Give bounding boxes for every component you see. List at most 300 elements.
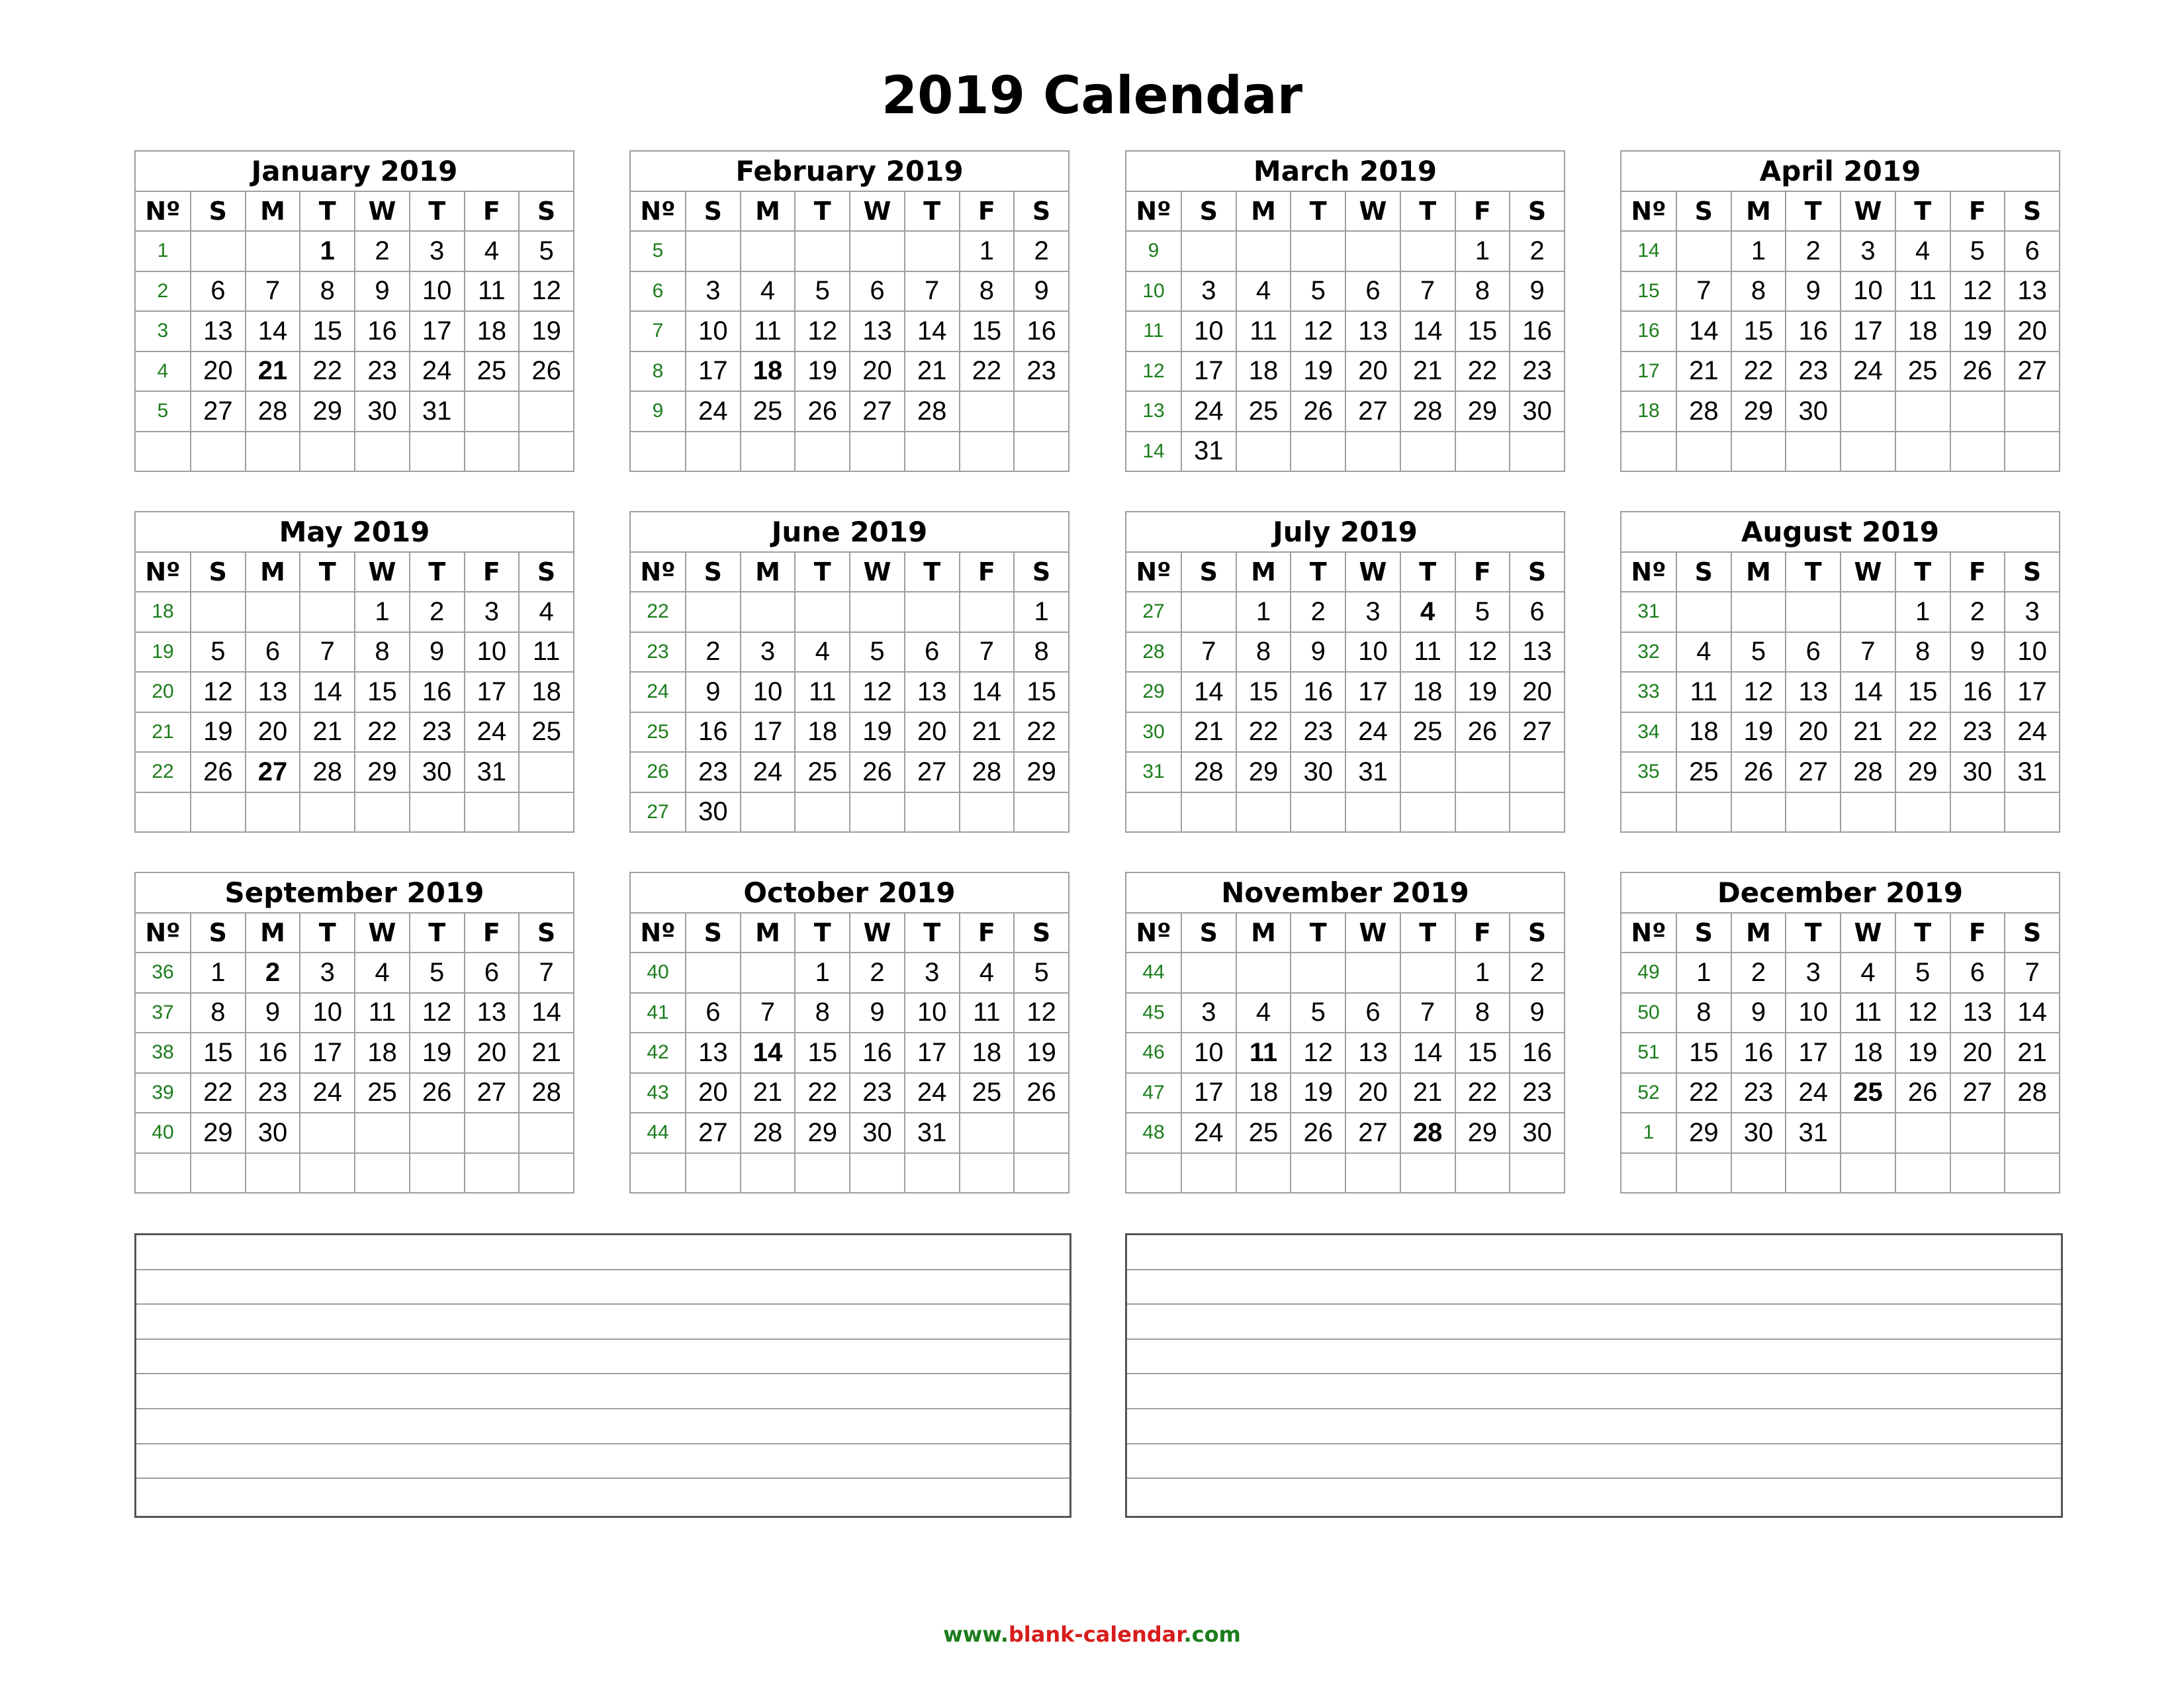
day-cell: 9	[410, 632, 465, 673]
day-cell: 9	[1510, 993, 1565, 1033]
day-cell: 26	[1291, 391, 1345, 432]
day-cell: 21	[1181, 712, 1236, 753]
day-cell: 23	[246, 1073, 300, 1113]
day-cell: 3	[741, 632, 796, 673]
day-cell: 6	[850, 271, 905, 312]
empty-cell	[246, 432, 300, 472]
weekday-header: F	[1455, 913, 1510, 953]
day-cell: 12	[519, 271, 574, 312]
week-number	[135, 432, 191, 472]
empty-cell	[1181, 953, 1236, 993]
empty-cell	[1014, 391, 1069, 432]
empty-cell	[1014, 1153, 1069, 1194]
day-cell: 24	[1786, 1073, 1841, 1113]
empty-cell	[1950, 391, 2005, 432]
empty-cell	[795, 792, 850, 833]
footer-website[interactable]	[0, 1622, 2184, 1647]
empty-cell	[850, 231, 905, 271]
note-line[interactable]	[1127, 1409, 2061, 1444]
day-cell: 26	[191, 752, 246, 792]
empty-cell	[686, 592, 741, 632]
day-cell: 3	[300, 953, 355, 993]
day-cell: 8	[1014, 632, 1069, 673]
day-cell: 5	[1731, 632, 1786, 673]
empty-cell	[246, 1153, 300, 1194]
week-number: 22	[630, 592, 686, 632]
empty-cell	[1950, 1113, 2005, 1153]
day-cell: 6	[2005, 231, 2060, 271]
empty-cell	[1291, 1153, 1345, 1194]
day-cell: 7	[960, 632, 1015, 673]
month-calendar	[629, 150, 1069, 472]
day-cell: 8	[960, 271, 1015, 312]
day-cell: 23	[850, 1073, 905, 1113]
day-cell: 9	[1291, 632, 1345, 673]
empty-cell	[1895, 1113, 1950, 1153]
week-number: 40	[135, 1113, 191, 1153]
day-cell: 3	[465, 592, 520, 632]
empty-cell	[410, 1153, 465, 1194]
day-cell: 6	[1786, 632, 1841, 673]
month-title: June 2019	[630, 512, 1069, 552]
weekday-header: T	[1895, 191, 1950, 232]
week-number: 24	[630, 672, 686, 712]
day-cell: 10	[465, 632, 520, 673]
note-line[interactable]	[1127, 1235, 2061, 1270]
weekday-header: T	[1895, 913, 1950, 953]
day-cell: 14	[1400, 1033, 1455, 1073]
month-calendar	[1125, 511, 1565, 833]
day-cell: 2	[1014, 231, 1069, 271]
day-cell: 17	[1841, 311, 1895, 352]
empty-cell	[686, 953, 741, 993]
day-cell: 7	[1841, 632, 1895, 673]
day-cell: 23	[355, 352, 410, 392]
empty-cell	[1400, 752, 1455, 792]
day-cell: 6	[905, 632, 960, 673]
empty-cell	[1181, 792, 1236, 833]
week-number: 37	[135, 993, 191, 1033]
day-cell: 15	[795, 1033, 850, 1073]
day-cell: 2	[1510, 231, 1565, 271]
day-cell: 26	[1731, 752, 1786, 792]
day-cell: 19	[1291, 1073, 1345, 1113]
day-cell: 17	[905, 1033, 960, 1073]
day-cell: 12	[1731, 672, 1786, 712]
empty-cell	[1950, 792, 2005, 833]
empty-cell	[1895, 1153, 1950, 1194]
week-number: 10	[1126, 271, 1181, 312]
day-cell: 14	[741, 1033, 796, 1073]
week-number: 31	[1621, 592, 1676, 632]
weekday-header: S	[2005, 191, 2060, 232]
day-cell: 30	[1731, 1113, 1786, 1153]
note-line[interactable]	[1127, 1340, 2061, 1375]
day-cell: 29	[795, 1113, 850, 1153]
empty-cell	[519, 391, 574, 432]
empty-cell	[519, 792, 574, 833]
empty-cell	[465, 1113, 520, 1153]
empty-cell	[465, 1153, 520, 1194]
week-number-header: Nº	[630, 552, 686, 592]
day-cell: 20	[1786, 712, 1841, 753]
empty-cell	[246, 792, 300, 833]
empty-cell	[1345, 1153, 1400, 1194]
empty-cell	[1236, 792, 1291, 833]
day-cell: 23	[1291, 712, 1345, 753]
day-cell: 19	[1455, 672, 1510, 712]
day-cell: 29	[1014, 752, 1069, 792]
weekday-header: M	[741, 191, 796, 232]
day-cell: 31	[465, 752, 520, 792]
day-cell: 19	[1731, 712, 1786, 753]
weekday-header: M	[1731, 191, 1786, 232]
week-number: 17	[1621, 352, 1676, 392]
day-cell: 14	[960, 672, 1015, 712]
empty-cell	[355, 1153, 410, 1194]
empty-cell	[465, 432, 520, 472]
day-cell: 11	[1676, 672, 1731, 712]
week-number-header: Nº	[135, 913, 191, 953]
empty-cell	[1236, 1153, 1291, 1194]
month-calendar	[134, 150, 574, 472]
weekday-header: T	[410, 191, 465, 232]
day-cell: 4	[960, 953, 1015, 993]
weekday-header: W	[850, 191, 905, 232]
week-number	[135, 1153, 191, 1194]
day-cell: 14	[519, 993, 574, 1033]
week-number: 44	[630, 1113, 686, 1153]
day-cell: 13	[246, 672, 300, 712]
day-cell: 17	[410, 311, 465, 352]
week-number	[1621, 432, 1676, 472]
week-number	[1621, 1153, 1676, 1194]
week-number	[630, 432, 686, 472]
day-cell: 18	[465, 311, 520, 352]
day-cell: 28	[905, 391, 960, 432]
day-cell: 28	[2005, 1073, 2060, 1113]
day-cell: 23	[1014, 352, 1069, 392]
empty-cell	[741, 1153, 796, 1194]
empty-cell	[1455, 792, 1510, 833]
note-line[interactable]	[136, 1270, 1069, 1305]
day-cell: 7	[1400, 271, 1455, 312]
week-number: 9	[630, 391, 686, 432]
day-cell: 30	[1786, 391, 1841, 432]
empty-cell	[1676, 231, 1731, 271]
day-cell: 24	[465, 712, 520, 753]
weekday-header: T	[1400, 552, 1455, 592]
day-cell: 24	[741, 752, 796, 792]
day-cell: 22	[1676, 1073, 1731, 1113]
day-cell: 4	[1400, 592, 1455, 632]
day-cell: 3	[905, 953, 960, 993]
day-cell: 10	[1786, 993, 1841, 1033]
day-cell: 30	[1510, 391, 1565, 432]
weekday-header: S	[2005, 552, 2060, 592]
empty-cell	[519, 1153, 574, 1194]
day-cell: 9	[686, 672, 741, 712]
day-cell: 27	[850, 391, 905, 432]
day-cell: 12	[191, 672, 246, 712]
empty-cell	[465, 391, 520, 432]
note-line[interactable]	[1127, 1305, 2061, 1340]
day-cell: 2	[246, 953, 300, 993]
day-cell: 28	[1400, 1113, 1455, 1153]
day-cell: 14	[300, 672, 355, 712]
day-cell: 14	[1676, 311, 1731, 352]
day-cell: 11	[1236, 1033, 1291, 1073]
empty-cell	[300, 592, 355, 632]
note-line[interactable]	[136, 1235, 1069, 1270]
day-cell: 22	[1895, 712, 1950, 753]
weekday-header: S	[686, 191, 741, 232]
week-number-header: Nº	[1621, 552, 1676, 592]
empty-cell	[191, 231, 246, 271]
day-cell: 1	[1676, 953, 1731, 993]
week-number: 1	[1621, 1113, 1676, 1153]
weekday-header: S	[191, 552, 246, 592]
month-title: December 2019	[1621, 872, 2060, 913]
empty-cell	[795, 231, 850, 271]
week-number: 47	[1126, 1073, 1181, 1113]
day-cell: 16	[1291, 672, 1345, 712]
day-cell: 1	[1895, 592, 1950, 632]
day-cell: 27	[465, 1073, 520, 1113]
week-number	[1126, 792, 1181, 833]
week-number-header: Nº	[135, 191, 191, 232]
empty-cell	[686, 1153, 741, 1194]
empty-cell	[1676, 1153, 1731, 1194]
day-cell: 16	[1950, 672, 2005, 712]
empty-cell	[246, 231, 300, 271]
day-cell: 20	[465, 1033, 520, 1073]
weekday-header: S	[1014, 191, 1069, 232]
note-line[interactable]	[136, 1340, 1069, 1375]
week-number: 27	[630, 792, 686, 833]
day-cell: 3	[1181, 993, 1236, 1033]
week-number: 28	[1126, 632, 1181, 673]
note-line[interactable]	[1127, 1479, 2061, 1514]
day-cell: 23	[1786, 352, 1841, 392]
day-cell: 7	[246, 271, 300, 312]
notes-box-left	[134, 1233, 1071, 1518]
day-cell: 10	[1181, 311, 1236, 352]
day-cell: 23	[1510, 352, 1565, 392]
weekday-header: T	[795, 191, 850, 232]
empty-cell	[1345, 792, 1400, 833]
week-number: 45	[1126, 993, 1181, 1033]
day-cell: 13	[1510, 632, 1565, 673]
week-number-header: Nº	[630, 913, 686, 953]
week-number: 8	[630, 352, 686, 392]
day-cell: 24	[905, 1073, 960, 1113]
week-number: 51	[1621, 1033, 1676, 1073]
day-cell: 10	[741, 672, 796, 712]
day-cell: 7	[741, 993, 796, 1033]
week-number-header: Nº	[1126, 913, 1181, 953]
note-line[interactable]	[136, 1444, 1069, 1479]
day-cell: 3	[1181, 271, 1236, 312]
weekday-header: S	[191, 913, 246, 953]
empty-cell	[1455, 432, 1510, 472]
day-cell: 24	[2005, 712, 2060, 753]
day-cell: 21	[519, 1033, 574, 1073]
empty-cell	[850, 792, 905, 833]
weekday-header: S	[1181, 913, 1236, 953]
empty-cell	[1400, 1153, 1455, 1194]
note-line[interactable]	[136, 1409, 1069, 1444]
week-number: 26	[630, 752, 686, 792]
day-cell: 4	[519, 592, 574, 632]
day-cell: 4	[355, 953, 410, 993]
empty-cell	[1786, 1153, 1841, 1194]
empty-cell	[2005, 792, 2060, 833]
day-cell: 27	[191, 391, 246, 432]
month-title: July 2019	[1126, 512, 1565, 552]
day-cell: 1	[960, 231, 1015, 271]
day-cell: 14	[1841, 672, 1895, 712]
empty-cell	[300, 1153, 355, 1194]
week-number: 41	[630, 993, 686, 1033]
day-cell: 25	[519, 712, 574, 753]
weekday-header: S	[1014, 913, 1069, 953]
week-number: 5	[135, 391, 191, 432]
day-cell: 11	[1895, 271, 1950, 312]
month-title: April 2019	[1621, 151, 2060, 191]
empty-cell	[1014, 1113, 1069, 1153]
day-cell: 15	[300, 311, 355, 352]
week-number: 7	[630, 311, 686, 352]
week-number: 3	[135, 311, 191, 352]
day-cell: 22	[300, 352, 355, 392]
note-line[interactable]	[1127, 1374, 2061, 1409]
empty-cell	[960, 391, 1015, 432]
day-cell: 13	[1950, 993, 2005, 1033]
empty-cell	[1510, 1153, 1565, 1194]
weekday-header: W	[1345, 552, 1400, 592]
day-cell: 30	[246, 1113, 300, 1153]
month-calendar	[1620, 872, 2060, 1194]
empty-cell	[1400, 432, 1455, 472]
week-number: 22	[135, 752, 191, 792]
empty-cell	[2005, 1113, 2060, 1153]
day-cell: 20	[686, 1073, 741, 1113]
day-cell: 26	[795, 391, 850, 432]
empty-cell	[2005, 432, 2060, 472]
day-cell: 9	[1510, 271, 1565, 312]
note-line[interactable]	[136, 1479, 1069, 1514]
week-number: 52	[1621, 1073, 1676, 1113]
day-cell: 25	[1841, 1073, 1895, 1113]
weekday-header: M	[246, 191, 300, 232]
day-cell: 3	[686, 271, 741, 312]
empty-cell	[1786, 792, 1841, 833]
day-cell: 8	[191, 993, 246, 1033]
day-cell: 15	[1014, 672, 1069, 712]
weekday-header: W	[1841, 552, 1895, 592]
month-title: February 2019	[630, 151, 1069, 191]
week-number	[630, 1153, 686, 1194]
day-cell: 23	[1510, 1073, 1565, 1113]
day-cell: 17	[2005, 672, 2060, 712]
week-number-header: Nº	[1621, 191, 1676, 232]
day-cell: 29	[1676, 1113, 1731, 1153]
empty-cell	[1731, 432, 1786, 472]
day-cell: 11	[465, 271, 520, 312]
weekday-header: T	[300, 191, 355, 232]
empty-cell	[519, 432, 574, 472]
day-cell: 30	[1950, 752, 2005, 792]
day-cell: 1	[1455, 953, 1510, 993]
day-cell: 2	[355, 231, 410, 271]
empty-cell	[191, 792, 246, 833]
day-cell: 19	[519, 311, 574, 352]
day-cell: 22	[795, 1073, 850, 1113]
day-cell: 23	[1731, 1073, 1786, 1113]
month-calendar	[1620, 150, 2060, 472]
day-cell: 21	[1841, 712, 1895, 753]
day-cell: 2	[410, 592, 465, 632]
weekday-header: S	[1676, 913, 1731, 953]
day-cell: 20	[246, 712, 300, 753]
empty-cell	[1731, 792, 1786, 833]
day-cell: 20	[905, 712, 960, 753]
day-cell: 4	[1841, 953, 1895, 993]
day-cell: 27	[1950, 1073, 2005, 1113]
footer-tld: .com	[1183, 1622, 1241, 1647]
month-calendar	[1125, 872, 1565, 1194]
note-line[interactable]	[1127, 1270, 2061, 1305]
month-calendar	[134, 872, 574, 1194]
empty-cell	[905, 231, 960, 271]
day-cell: 18	[519, 672, 574, 712]
day-cell: 30	[410, 752, 465, 792]
weekday-header: W	[355, 552, 410, 592]
day-cell: 17	[465, 672, 520, 712]
empty-cell	[905, 1153, 960, 1194]
week-number: 19	[135, 632, 191, 673]
day-cell: 6	[1510, 592, 1565, 632]
note-line[interactable]	[136, 1374, 1069, 1409]
day-cell: 6	[1345, 993, 1400, 1033]
day-cell: 29	[1236, 752, 1291, 792]
day-cell: 19	[1895, 1033, 1950, 1073]
note-line[interactable]	[1127, 1444, 2061, 1479]
weekday-header: W	[850, 552, 905, 592]
day-cell: 2	[850, 953, 905, 993]
day-cell: 11	[1400, 632, 1455, 673]
day-cell: 5	[519, 231, 574, 271]
empty-cell	[2005, 391, 2060, 432]
weekday-header: S	[519, 191, 574, 232]
empty-cell	[1181, 1153, 1236, 1194]
day-cell: 16	[246, 1033, 300, 1073]
note-line[interactable]	[136, 1305, 1069, 1340]
month-title: November 2019	[1126, 872, 1565, 913]
day-cell: 30	[686, 792, 741, 833]
empty-cell	[410, 1113, 465, 1153]
weekday-header: F	[465, 552, 520, 592]
day-cell: 22	[960, 352, 1015, 392]
day-cell: 30	[1510, 1113, 1565, 1153]
day-cell: 21	[246, 352, 300, 392]
week-number: 18	[135, 592, 191, 632]
day-cell: 15	[191, 1033, 246, 1073]
day-cell: 1	[1014, 592, 1069, 632]
weekday-header: T	[1291, 552, 1345, 592]
day-cell: 9	[1786, 271, 1841, 312]
